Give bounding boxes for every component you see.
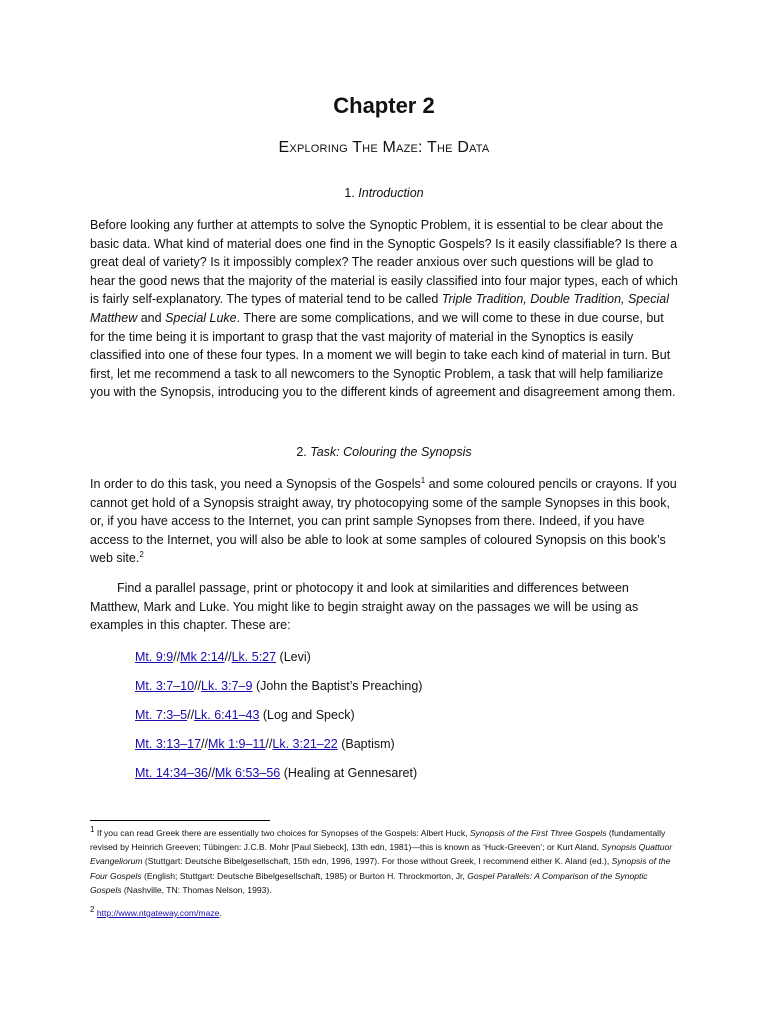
footnote-ref-1[interactable]: 1	[420, 475, 426, 485]
link-lk-5-27[interactable]: Lk. 5:27	[231, 650, 277, 664]
link-mt-14-34[interactable]: Mt. 14:34–36	[135, 766, 208, 780]
intro-types-italic: Triple Tradition, Double Tradition, Special Matthew	[90, 292, 669, 325]
footnote-number: 2	[90, 905, 95, 915]
footnote-title-italic: Synopsis of the First Three Gospels	[469, 828, 607, 838]
section-title: Introduction	[358, 186, 424, 200]
footnote-number: 1	[90, 825, 95, 835]
link-lk-3-21[interactable]: Lk. 3:21–22	[272, 737, 338, 751]
reference-gennesaret	[135, 764, 655, 793]
reference-levi	[135, 648, 655, 677]
footnote-ref-2[interactable]: 2	[139, 550, 144, 560]
footnote-title-italic: Synopsis of the Four Gospels	[90, 856, 671, 881]
footnote-text: (fundamentally revised by Heinrich Greeven; Tübingen: J.C.B. Mohr [Paul Siebeck], 13th edn, 1981)—this is known as ‘Huck-Greeven’; or Kurt Aland,	[90, 828, 666, 853]
link-mk-2-14[interactable]: Mk 2:14	[180, 650, 225, 664]
footnote-text: (Nashville, TN: Thomas Nelson, 1993).	[121, 884, 272, 895]
intro-text-part1: Before looking any further at attempts to solve the Synoptic Problem, it is essential to be clear about the basic data. What kind of material does one find in the Synoptic Gospels? Is it easily classifiable? Is there a great deal of variety? Is it impossibly complex? The reader anxious over such questions will be glad to hear the good news that the majority of the material is easily classified into four major types, each of which is fairly self-explanatory. The types of material tend to be called	[90, 218, 678, 307]
footnote-text: (English; Stuttgart: Deutsche Bibelgesellschaft, 1985) or Burton H. Throckmorton, Jr,	[141, 870, 468, 881]
footnote-url-link[interactable]: http://www.ntgateway.com/maze	[96, 908, 220, 918]
intro-special-luke-italic: Special Luke	[165, 310, 237, 325]
task-paragraph-2: Find a parallel passage, print or photocopy it and look at similarities and differences between Matthew, Mark and Luke. You might like to begin straight away on the passages we will be using as examples in this chapter. These are:	[90, 581, 639, 633]
reference-label: (Healing at Gennesaret)	[280, 766, 418, 780]
passage-reference-list	[135, 648, 655, 793]
reference-label: (Levi)	[276, 650, 311, 664]
intro-and: and	[137, 310, 166, 325]
section-title: Task: Colouring the Synopsis	[310, 445, 472, 459]
task-text-part1: In order to do this task, you need a Synopsis of the Gospels	[90, 477, 421, 491]
link-lk-6-41[interactable]: Lk. 6:41–43	[194, 708, 260, 722]
ref-separator: //	[194, 679, 202, 693]
section-number: 2.	[296, 445, 307, 459]
reference-baptism	[135, 735, 655, 764]
ref-separator: //	[207, 766, 215, 780]
reference-john-baptist	[135, 677, 655, 706]
ref-separator: //	[201, 737, 208, 751]
footnote-1	[90, 826, 680, 897]
footnote-title-italic: Gospel Parallels: A Comparison of the Synoptic Gospels	[90, 870, 648, 895]
footnote-2	[90, 906, 680, 920]
ref-separator: //	[187, 708, 195, 722]
section-number: 1.	[344, 186, 355, 200]
section-heading-introduction	[0, 186, 768, 200]
task-text-part2: and some coloured pencils or crayons. If you cannot get hold of a Synopsis straight away, try photocopying some of the sample Synopses in this book, or, if you have access to the Internet, you can print sample Synopses from there. Indeed, if you have access to the Internet, you will also be able to look at some samples of coloured Synopsis on this book’s web site.	[90, 477, 677, 566]
footnote-text: .	[219, 908, 222, 918]
footnote-text: (Stuttgart: Deutsche Bibelgesellschaft, 15th edn, 1996, 1997). For those without Greek, I recommend either K. Aland (ed.),	[142, 856, 612, 867]
ref-separator: //	[173, 650, 181, 664]
link-mt-7-3[interactable]: Mt. 7:3–5	[135, 708, 188, 722]
chapter-title: Chapter 2	[333, 93, 435, 118]
link-mt-9-9[interactable]: Mt. 9:9	[135, 650, 174, 664]
link-mk-1-9[interactable]: Mk 1:9–11	[207, 737, 266, 751]
reference-log-speck	[135, 706, 655, 735]
intro-paragraph	[90, 216, 680, 402]
reference-label: (John the Baptist’s Preaching)	[252, 679, 423, 693]
link-mt-3-7[interactable]: Mt. 3:7–10	[135, 679, 195, 693]
task-paragraph	[90, 475, 680, 568]
footnote-title-italic: Synopsis Quattuor Evangeliorum	[90, 842, 673, 867]
link-lk-3-7[interactable]: Lk. 3:7–9	[201, 679, 253, 693]
link-mt-3-13[interactable]: Mt. 3:13–17	[135, 737, 202, 751]
section-heading-task	[0, 445, 768, 459]
reference-label: (Log and Speck)	[259, 708, 355, 722]
intro-text-part2: . There are some complications, and we will come to these in due course, but for the time being it is important to grasp that the vast majority of material in the Synoptics is easily classified into one of these four types. In a moment we will begin to take each kind of material in turn. But first, let me recommend a task to all newcomers to the Synoptic Problem, a task that will help familiarize you with the Synopsis, introducing you to the different kinds of agreement and disagreement among them.	[90, 310, 676, 400]
ref-separator: //	[265, 737, 273, 751]
reference-label: (Baptism)	[337, 737, 395, 751]
chapter-subtitle: Exploring The Maze: The Data	[278, 139, 490, 156]
ref-separator: //	[224, 650, 232, 664]
footnote-text: If you can read Greek there are essentially two choices for Synopses of the Gospels: Albert Huck,	[94, 828, 470, 838]
footnote-divider	[90, 820, 270, 821]
link-mk-6-53[interactable]: Mk 6:53–56	[214, 766, 281, 780]
